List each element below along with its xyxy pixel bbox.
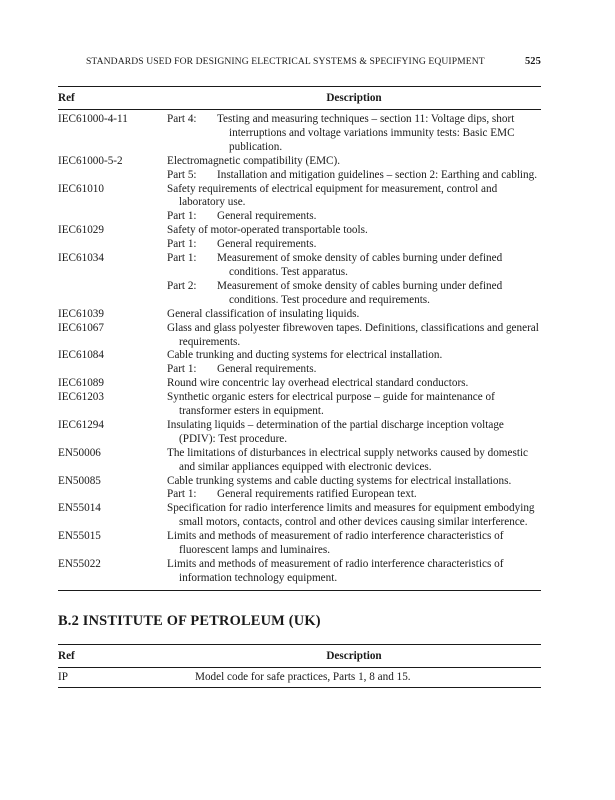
part-label: Part 5: [167,168,197,181]
table-row [58,377,541,391]
description-text: Glass and glass polyester fibrewoven tapes. Definitions, classifications and general requirements. [167,321,539,348]
row-description [167,391,541,419]
table-header [58,87,541,109]
description-text: Safety requirements of electrical equipment for measurement, control and laboratory use. [167,182,498,209]
table-row [58,558,541,586]
part-entry [167,280,541,308]
row-ref: IEC61203 [58,391,104,404]
page-number: 525 [524,56,541,67]
description-text: The limitations of disturbances in electrical supply networks caused by domestic and similar appliances equipped with electronic devices. [167,446,529,473]
description-text: Specification for radio interference limits and measures for equipment embodying small motors, contacts, control and other devices causing similar interference. [167,502,535,529]
part-label: Part 1: [167,363,197,376]
row-description: Model code for safe practices, Parts 1, 8 and 15. [195,671,411,684]
description-text: Round wire concentric lay overhead electrical standard conductors. [167,377,469,390]
part-entry [167,238,541,252]
row-ref: IEC61034 [58,252,104,265]
row-ref: IEC61000-5-2 [58,154,123,167]
row-description [167,502,541,530]
table-row [58,113,541,155]
row-ref: IEC61010 [58,182,104,195]
row-ref: IEC61000-4-11 [58,113,128,125]
page [58,56,541,688]
table-row [58,419,541,447]
column-header-ref: Ref [58,649,75,662]
table-header [58,645,541,667]
running-head-title: STANDARDS USED FOR DESIGNING ELECTRICAL SYSTEMS & SPECIFYING EQUIPMENT [86,56,485,67]
running-head [58,56,541,72]
row-description [167,224,541,252]
row-description [167,155,541,183]
part-text: Measurement of smoke density of cables burning under defined conditions. Test procedure and requirements. [217,279,503,306]
description-text: Safety of motor-operated transportable tools. [167,224,368,237]
column-header-ref: Ref [58,92,75,104]
part-entry [167,488,541,502]
column-header-description: Description [326,649,382,662]
description-text: Insulating liquids – determination of the partial discharge inception voltage (PDIV): Test procedure. [167,418,504,445]
table-row [58,252,541,308]
part-text: General requirements. [217,210,317,223]
part-text: General requirements. [217,363,317,376]
row-description [167,113,541,155]
part-label: Part 1: [167,238,197,251]
row-description [167,322,541,350]
row-description [167,183,541,225]
table-row [58,502,541,530]
description-text: Limits and methods of measurement of radio interference characteristics of information technology equipment. [167,558,504,584]
row-ref: EN55022 [58,558,101,570]
part-entry [167,210,541,224]
row-ref: EN55014 [58,502,101,515]
row-ref: IEC61089 [58,377,104,390]
row-description [167,475,541,503]
part-text: Installation and mitigation guidelines – section 2: Earthing and cabling. [217,168,538,181]
part-entry [167,363,541,377]
description-text: Limits and methods of measurement of radio interference characteristics of fluorescent lamps and luminaires. [167,530,504,557]
table-body [58,110,541,590]
row-ref: EN55015 [58,530,101,543]
row-ref: IEC61294 [58,418,104,431]
part-text: Testing and measuring techniques – section 11: Voltage dips, short interruptions and voltage variations immunity tests: Basic EMC publication. [217,113,515,153]
part-entry [167,169,541,183]
section-heading: B.2 INSTITUTE OF PETROLEUM (UK) [58,612,321,629]
part-entry [167,252,541,280]
part-label: Part 4: [167,113,197,125]
row-description [167,252,541,308]
row-description [167,419,541,447]
table-row [58,224,541,252]
row-ref: IP [58,671,68,684]
description-text: Synthetic organic esters for electrical purpose – guide for maintenance of transformer esters in equipment. [167,391,495,418]
part-label: Part 1: [167,252,197,265]
table-row [58,322,541,350]
table-row [58,183,541,225]
row-ref: IEC61039 [58,307,104,320]
row-ref: EN50006 [58,446,101,459]
part-entry [167,113,541,155]
row-description [167,447,541,475]
table-bottom-rule [58,590,541,591]
table-row [58,391,541,419]
table-row [58,475,541,503]
row-description [167,377,541,391]
row-ref: EN50085 [58,474,101,487]
part-text: General requirements ratified European text. [217,488,417,501]
row-ref: IEC61029 [58,224,104,237]
table-row [58,155,541,183]
description-text: Cable trunking and ducting systems for electrical installation. [167,349,443,362]
row-description [167,308,541,322]
part-label: Part 1: [167,488,197,501]
part-text: Measurement of smoke density of cables burning under defined conditions. Test apparatus. [217,252,503,278]
description-text: General classification of insulating liquids. [167,307,360,320]
standards-table [58,86,541,591]
part-text: General requirements. [217,238,317,251]
petroleum-table [58,644,541,688]
row-ref: IEC61084 [58,349,104,362]
table-row [58,447,541,475]
description-text: Cable trunking systems and cable ducting systems for electrical installations. [167,474,512,487]
part-label: Part 1: [167,210,197,223]
table-row [58,668,541,687]
row-description [167,349,541,377]
part-label: Part 2: [167,279,197,292]
row-ref: IEC61067 [58,321,104,334]
column-header-description: Description [326,92,382,104]
row-description [167,558,541,586]
row-description [167,530,541,558]
table-row [58,530,541,558]
table-row [58,349,541,377]
table-row [58,308,541,322]
table-body [58,668,541,687]
table-bottom-rule [58,687,541,688]
description-text: Electromagnetic compatibility (EMC). [167,154,341,167]
